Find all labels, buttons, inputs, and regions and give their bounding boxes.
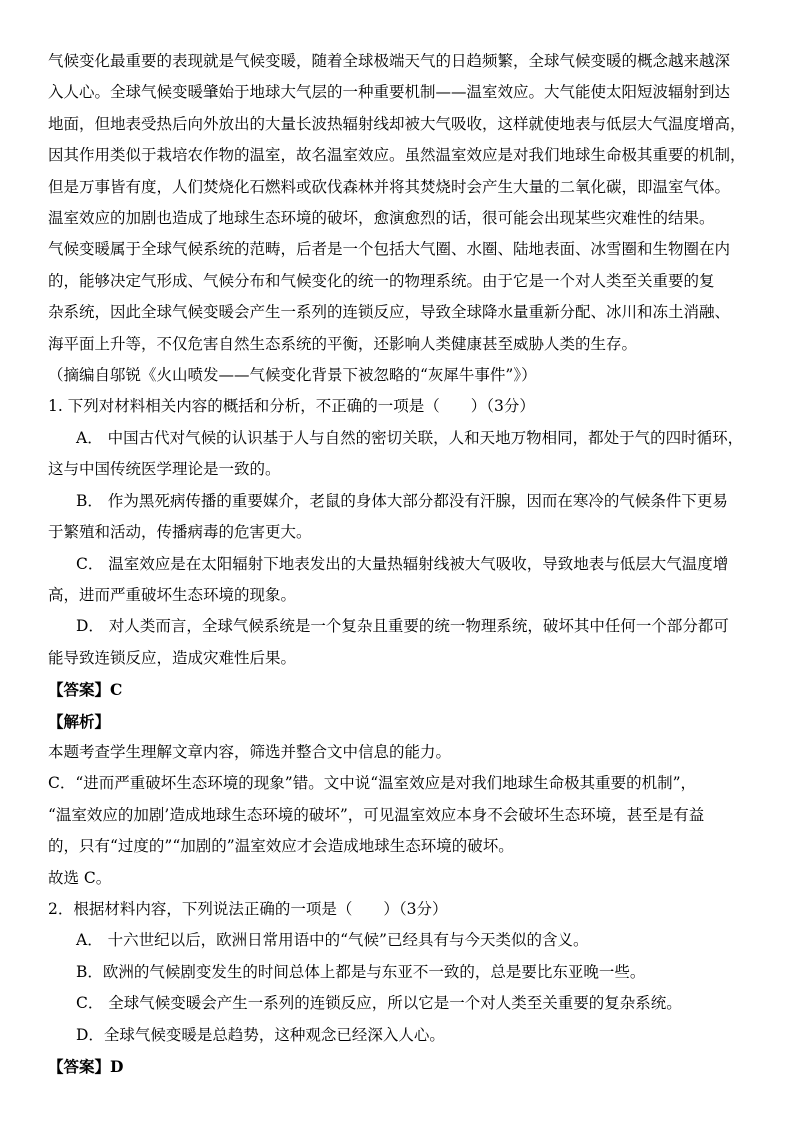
analysis-line: 的，只有“过度的”“加剧的”温室效应才会造成地球生态环境的破坏。	[48, 837, 514, 856]
analysis-body	[48, 737, 748, 894]
analysis-line: “温室效应的加剧’造成地球生态环境的破坏”，可见温室效应本身不会破坏生态环境，甚至是有益	[48, 805, 705, 824]
text-line: 气候变化最重要的表现就是气候变暖，随着全球极端天气的日趋频繁，全球气候变暖的概念越来越深	[48, 52, 731, 70]
option-text: A． 中国古代对气候的认识基于人与自然的密切关联，人和天地万物相同，都处于气的四时循环，	[76, 428, 744, 447]
option-c	[48, 549, 748, 612]
option-text: 于繁殖和活动，传播病毒的危害更大。	[48, 523, 312, 542]
option-c: C． 全球气候变暖会产生一系列的连锁反应，所以它是一个对人类至关重要的复杂系统。	[76, 994, 682, 1013]
option-d	[48, 611, 748, 674]
analysis-line: 故选 C。	[48, 868, 112, 887]
passage-paragraph-2	[48, 234, 748, 360]
text-line: 的，能够决定气形成、气候分布和气候变化的统一的物理系统。由于它是一个对人类至关重要的复	[48, 271, 715, 290]
option-text: 高，进而严重破坏生态环境的现象。	[48, 585, 297, 604]
analysis-label: 【解析】	[48, 711, 111, 731]
question-1	[48, 391, 748, 894]
text-line: 因其作用类似于栽培农作物的温室，故名温室效应。虽然温室效应是对我们地球生命极其重要的机制，	[48, 146, 746, 165]
text-line: 入人心。全球气候变暖肇始于地球大气层的一种重要机制——温室效应。大气能使太阳短波辐射到达	[48, 83, 731, 102]
answer-label: 【答案】C	[48, 680, 123, 700]
text-line: 海平面上升等，不仅危害自然生态系统的平衡，还影响人类健康甚至威胁人类的生存。	[48, 334, 638, 353]
option-d: D．全球气候变暖是总趋势，这种观念已经深入人心。	[76, 1025, 445, 1044]
text-line: 杂系统，因此全球气候变暖会产生一系列的连锁反应，导致全球降水量重新分配、冰川和冻土消融、	[48, 303, 731, 322]
analysis-line: 本题考查学生理解文章内容，筛选并整合文中信息的能力。	[48, 742, 452, 761]
answer-label: 【答案】D	[48, 1057, 124, 1076]
option-b: B．欧洲的气候剧变发生的时间总体上都是与东亚不一致的，总是要比东亚晚一些。	[76, 962, 646, 981]
text-line: 温室效应的加剧也造成了地球生态环境的破坏，愈演愈烈的话，很可能会出现某些灾难性的结果。	[48, 209, 715, 228]
question-stem: 2．根据材料内容，下列说法正确的一项是（ ）（3分）	[48, 899, 448, 918]
option-text: B． 作为黑死病传播的重要媒介，老鼠的身体大部分都没有汗腺，因而在寒冷的气候条件下更易	[76, 491, 728, 510]
analysis-line: C．“进而严重破坏生态环境的现象”错。文中说“温室效应是对我们地球生命极其重要的机制”，	[48, 774, 697, 793]
option-text: 这与中国传统医学理论是一致的。	[48, 460, 281, 479]
passage-paragraph-1	[48, 46, 748, 234]
option-text: C． 温室效应是在太阳辐射下地表发出的大量热辐射线被大气吸收，导致地表与低层大气温度增	[76, 554, 729, 573]
text-line: 但是万事皆有度，人们焚烧化石燃料或砍伐森林并将其焚烧时会产生大量的二氧化碳，即温室气体。	[48, 177, 731, 196]
text-line: 地面，但地表受热后向外放出的大量长波热辐射线却被大气吸收，这样就使地表与低层大气温度增高，	[48, 114, 746, 133]
question-stem: 1. 下列对材料相关内容的概括和分析，不正确的一项是（ ）（3分）	[48, 397, 535, 416]
question-2	[48, 894, 748, 1082]
option-text: D． 对人类而言，全球气候系统是一个复杂且重要的统一物理系统，破坏其中任何一个部分都可	[76, 617, 729, 636]
option-a: A． 十六世纪以后，欧洲日常用语中的“气候”已经具有与今天类似的含义。	[76, 931, 589, 950]
text-line: 气候变暖属于全球气候系统的范畴，后者是一个包括大气圈、水圈、陆地表面、冰雪圈和生物圈在内	[48, 240, 731, 259]
option-b	[48, 486, 748, 549]
passage-source: （摘编自邬锐《火山喷发——气候变化背景下被忽略的“灰犀牛事件”》）	[48, 366, 537, 385]
option-a	[48, 423, 748, 486]
option-text: 能导致连锁反应，造成灾难性后果。	[48, 648, 297, 667]
